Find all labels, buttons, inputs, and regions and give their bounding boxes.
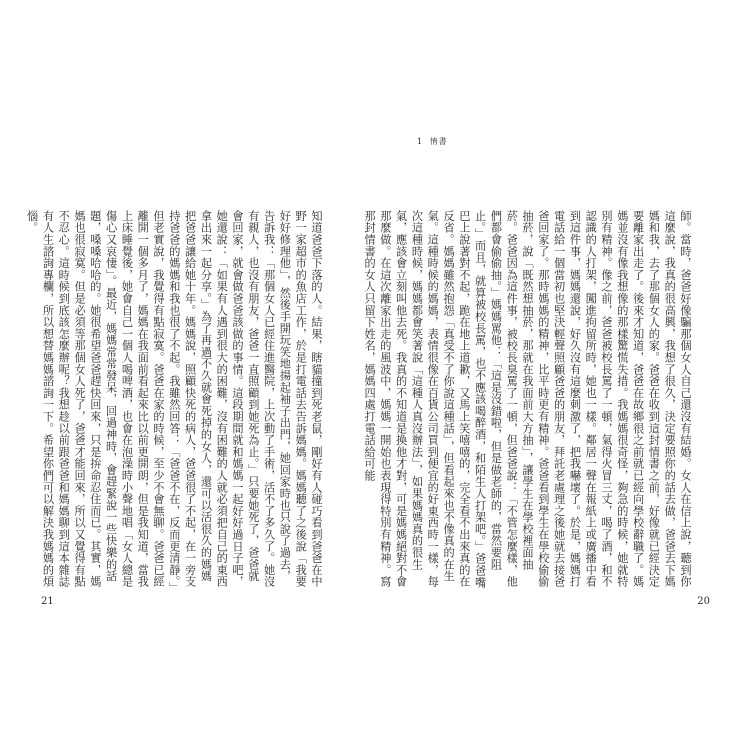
chapter-title: 情書: [429, 137, 448, 146]
chapter-number: 1: [417, 137, 424, 146]
body-text: 師。當時，爸爸好像騙那個女人自己還沒有結婚。女人在信上說，聽到你這麼說，我真的很高興，我想了很久，決定要照你的話去做，爸爸去下媽媽和我，去了那個女人的家。爸爸在收到這封情書之前，好像就已經決定要離家出走了。後來才知道，爸爸在故鄉很之前就已經向學校辭職了。媽媽並沒有像我想像的那樣驚慌失措。我媽媽很奇怪，夠急的時候，她就特別有精神。像之前，爸爸被校長罵了一頓，氣得火冒三丈，喝了酒，和不認識的人打架，闖進拘留所時，她也一樣。鄰居一聲在報紙上或廣播中看到這件事，媽媽還說，好久沒有這麼刺激了，把我嚇壞了。於是，媽媽打電話給一個當初也堅決輕聲照顧爸爸的朋友，拜託老處理之後她就去接爸爸回家了。那時媽媽的精神，比平時更有精神。爸爸看到學生在學校偷偷抽菸，說「既然想抽菸，那就在我面前大方抽」，讓學生在學校裡面抽菸。爸爸因為這件事，被校長臭罵了一頓，但爸爸說：「不管怎麼樣，他們都會偷偷抽。」媽媽罵他：「這是沒錯啦，但是做老師的，當然要阻止。」而且，就算被校長罵，也不應該喝醉酒，和陌生人打架吧。」爸爸嘴巴上說著對不起，跪在地上道歉，又馬上笑嘻嘻的，完全看不出來真的在反省。媽媽雖然抱怨「真受不了你說這種話」，但看起來也不像真的在生氣。這種時候的媽媽，表情很像在百貨公司買到便宜的好東西時一樣，每次這種時候，媽媽都會笑著說「這種人真沒辦法」，如果媽媽真的很生氣，應該會立刻叫他去死。我真的不知道是換他才對，可是媽媽絕對不會那麼做。在這次離家出走的風波中，媽媽一開始也表現得特別有精神。寫那封情書的女人只留下姓名，媽媽四處打電話給可能: [363, 210, 692, 589]
running-header: [417, 136, 448, 147]
page-number: 21: [41, 596, 54, 607]
page-number: 20: [697, 596, 710, 607]
body-text: 知道爸爸下落的人。結果，瞎貓撞到死老鼠，剛好有人碰巧看到爸爸在中野一家超市的魚店工作，於是打電話去告訴媽媽。媽媽聽了之後說「我要好好修理他」，然後手開玩笑地揚起袖子出門，她回家時也只說了過去，告訴我：「那個女人已經住進醫院，上次動了手術，活不了多久了。她沒有親人，也沒有朋友，爸爸一直照顧到她死為止。」只要她死了，爸爸就會回家，就會做爸爸該做的事情。這段期間就和媽媽一起好好過日子吧，她還說：「如果有人遇到很大的困難，沒有困難的人就必須把自己的東西拿出來一起分享。」為了再過不久就會死掉的女人，還可以活很久的媽媽把爸爸讓給她十年。媽媽說，照顧快死的病人，爸爸很了不起，在一旁支持爸爸的媽媽和我也很了不起。我雖然回答：「爸爸不在，反而更清靜。」但老實說，我覺得有點寂寞。爸爸在家的時候，至少不會無聊。爸爸已經離開一個多月了，媽媽在我面前看起來比以前更開朗，但是我知道，當我上床睡覺後，她會自己一個人喝啤酒，也會在泡澡時小聲地唱「女人總是傷心又哀悽」。最近，媽媽常常發呆，回過神時，會趕緊說一些快樂的話題，嗓嗓哈哈的。她很希望爸爸趕快回來，只是拚命忍住而已。其實，媽媽也很寂寞。但是必須等那個女人死了，爸爸才能回來，所以又覺得有點不忍心。這時候到底該怎麼辦呢？我想趁以前跟爸爸和媽媽聊到這本雜誌有人生諮詢專欄，所以想替媽媽諮詢一下。希望你們可以解決我媽媽的煩惱。: [25, 210, 323, 589]
right-page: [363, 0, 750, 750]
